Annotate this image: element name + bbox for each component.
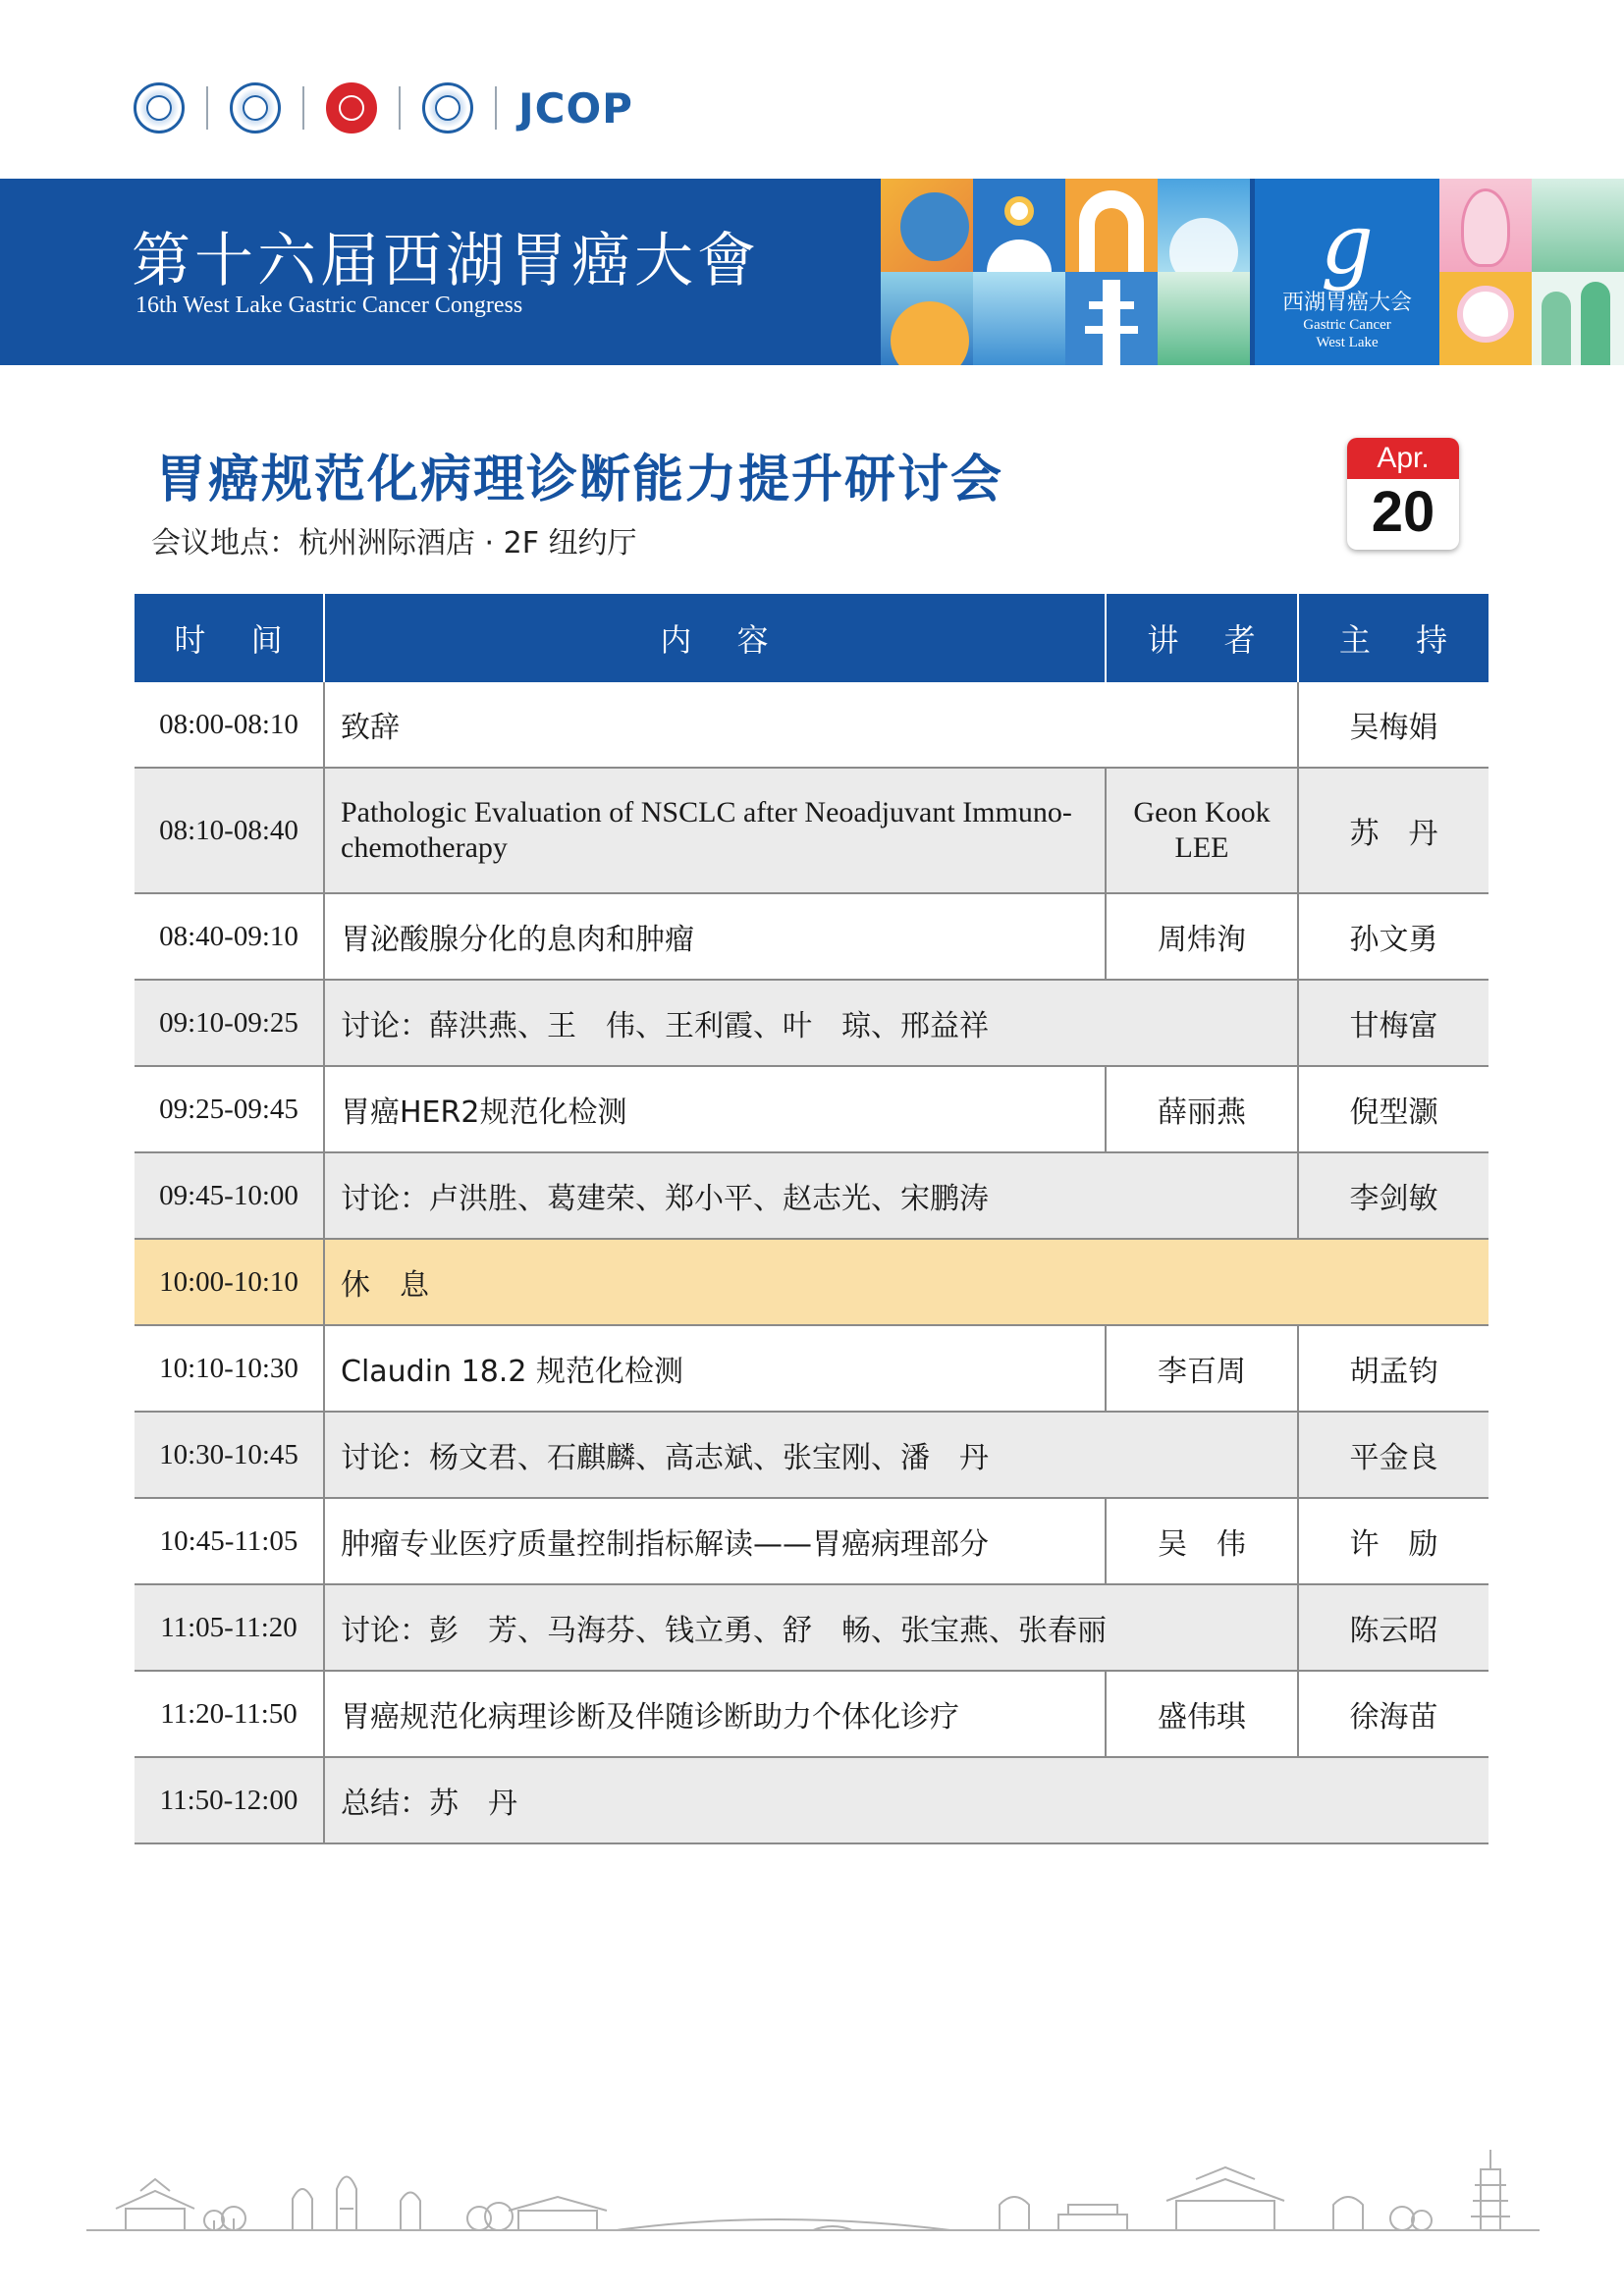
header-content: 内 容 [324, 594, 1106, 682]
west-lake-logo [1255, 179, 1439, 365]
org-logo-3-icon [326, 82, 377, 133]
logo-divider [206, 86, 208, 130]
row-content: 胃癌规范化病理诊断及伴随诊断助力个体化诊疗 [324, 1671, 1106, 1757]
row-time: 10:30-10:45 [135, 1412, 324, 1498]
row-host: 陈云昭 [1298, 1584, 1489, 1671]
row-time: 08:40-09:10 [135, 893, 324, 980]
row-time: 09:10-09:25 [135, 980, 324, 1066]
tile-art [1065, 272, 1158, 365]
tile-art [1532, 179, 1624, 272]
row-speaker: 周炜洵 [1106, 893, 1298, 980]
table-row [135, 1152, 1489, 1239]
g-logo-icon: g [1321, 196, 1374, 293]
row-time: 09:45-10:00 [135, 1152, 324, 1239]
logo-en-text-1: Gastric Cancer [1303, 317, 1391, 333]
org-logo-2-icon [230, 82, 281, 133]
jcop-logo: JCOP [518, 83, 633, 133]
table-row [135, 1412, 1489, 1498]
row-host: 吴梅娟 [1298, 682, 1489, 768]
table-row [135, 1498, 1489, 1584]
row-host: 许 励 [1298, 1498, 1489, 1584]
row-content: 胃泌酸腺分化的息肉和肿瘤 [324, 893, 1106, 980]
logo-divider [495, 86, 497, 130]
session-title: 胃癌规范化病理诊断能力提升研讨会 [155, 450, 1004, 509]
table-row [135, 893, 1489, 980]
tile-art [1439, 179, 1532, 272]
tile-art [1532, 272, 1624, 365]
session-venue: 会议地点：杭州洲际酒店 · 2F 纽约厅 [151, 526, 637, 561]
date-month: Apr. [1347, 438, 1459, 479]
row-host: 倪型灏 [1298, 1066, 1489, 1152]
row-host: 徐海苗 [1298, 1671, 1489, 1757]
schedule-table [135, 594, 1489, 1844]
row-speaker: 盛伟琪 [1106, 1671, 1298, 1757]
tile-art [881, 272, 973, 365]
row-speaker: 薛丽燕 [1106, 1066, 1298, 1152]
row-time: 11:50-12:00 [135, 1757, 324, 1843]
row-time: 11:05-11:20 [135, 1584, 324, 1671]
row-time: 08:10-08:40 [135, 768, 324, 893]
table-header-row [135, 594, 1489, 682]
row-content: Claudin 18.2 规范化检测 [324, 1325, 1106, 1412]
logo-divider [302, 86, 304, 130]
row-content: 总结：苏 丹 [324, 1757, 1489, 1843]
row-time: 08:00-08:10 [135, 682, 324, 768]
header-host: 主 持 [1298, 594, 1489, 682]
table-row [135, 682, 1489, 768]
row-content: 讨论：彭 芳、马海芬、钱立勇、舒 畅、张宝燕、张春丽 [324, 1584, 1298, 1671]
logo-en-text-2: West Lake [1316, 335, 1379, 350]
row-time: 10:00-10:10 [135, 1239, 324, 1325]
row-host: 孙文勇 [1298, 893, 1489, 980]
row-time: 09:25-09:45 [135, 1066, 324, 1152]
header-speaker: 讲 者 [1106, 594, 1298, 682]
logo-divider [399, 86, 401, 130]
tile-art [1065, 179, 1158, 272]
row-speaker: 李百周 [1106, 1325, 1298, 1412]
tile-art [973, 272, 1065, 365]
congress-title: 第十六届西湖胃癌大會 [132, 227, 760, 295]
tile-art [1158, 272, 1250, 365]
row-host: 苏 丹 [1298, 768, 1489, 893]
row-host: 平金良 [1298, 1412, 1489, 1498]
table-row [135, 768, 1489, 893]
tile-art [881, 179, 973, 272]
row-content: 肿瘤专业医疗质量控制指标解读——胃癌病理部分 [324, 1498, 1106, 1584]
org-logo-1-icon [134, 82, 185, 133]
table-row [135, 1325, 1489, 1412]
date-calendar-icon [1347, 438, 1459, 550]
table-row-break [135, 1239, 1489, 1325]
tile-art [1158, 179, 1250, 272]
congress-subtitle: 16th West Lake Gastric Cancer Congress [135, 293, 523, 318]
logo-cn-text: 西湖胃癌大会 [1281, 291, 1412, 315]
table-row [135, 980, 1489, 1066]
table-row [135, 1066, 1489, 1152]
date-day: 20 [1371, 480, 1435, 544]
west-lake-skyline-icon [86, 2140, 1540, 2248]
org-logo-4-icon [422, 82, 473, 133]
row-host: 胡孟钧 [1298, 1325, 1489, 1412]
row-content: Pathologic Evaluation of NSCLC after Neoadjuvant Immuno-chemotherapy [324, 768, 1106, 893]
tile-art [1439, 272, 1532, 365]
row-content: 讨论：卢洪胜、葛建荣、郑小平、赵志光、宋鹏涛 [324, 1152, 1298, 1239]
decorative-tiles [881, 179, 1624, 365]
congress-banner [0, 179, 1624, 365]
table-row [135, 1757, 1489, 1843]
table-row [135, 1584, 1489, 1671]
tile-art [973, 179, 1065, 272]
row-time: 10:45-11:05 [135, 1498, 324, 1584]
header-time: 时 间 [135, 594, 324, 682]
row-content: 休 息 [324, 1239, 1489, 1325]
sponsor-logos [134, 80, 633, 135]
row-content: 致辞 [324, 682, 1298, 768]
row-content: 讨论：薛洪燕、王 伟、王利霞、叶 琼、邢益祥 [324, 980, 1298, 1066]
row-content: 讨论：杨文君、石麒麟、高志斌、张宝刚、潘 丹 [324, 1412, 1298, 1498]
row-time: 10:10-10:30 [135, 1325, 324, 1412]
row-speaker: 吴 伟 [1106, 1498, 1298, 1584]
row-content: 胃癌HER2规范化检测 [324, 1066, 1106, 1152]
row-host: 李剑敏 [1298, 1152, 1489, 1239]
row-host: 甘梅富 [1298, 980, 1489, 1066]
row-speaker: Geon Kook LEE [1106, 768, 1298, 893]
table-row [135, 1671, 1489, 1757]
row-time: 11:20-11:50 [135, 1671, 324, 1757]
